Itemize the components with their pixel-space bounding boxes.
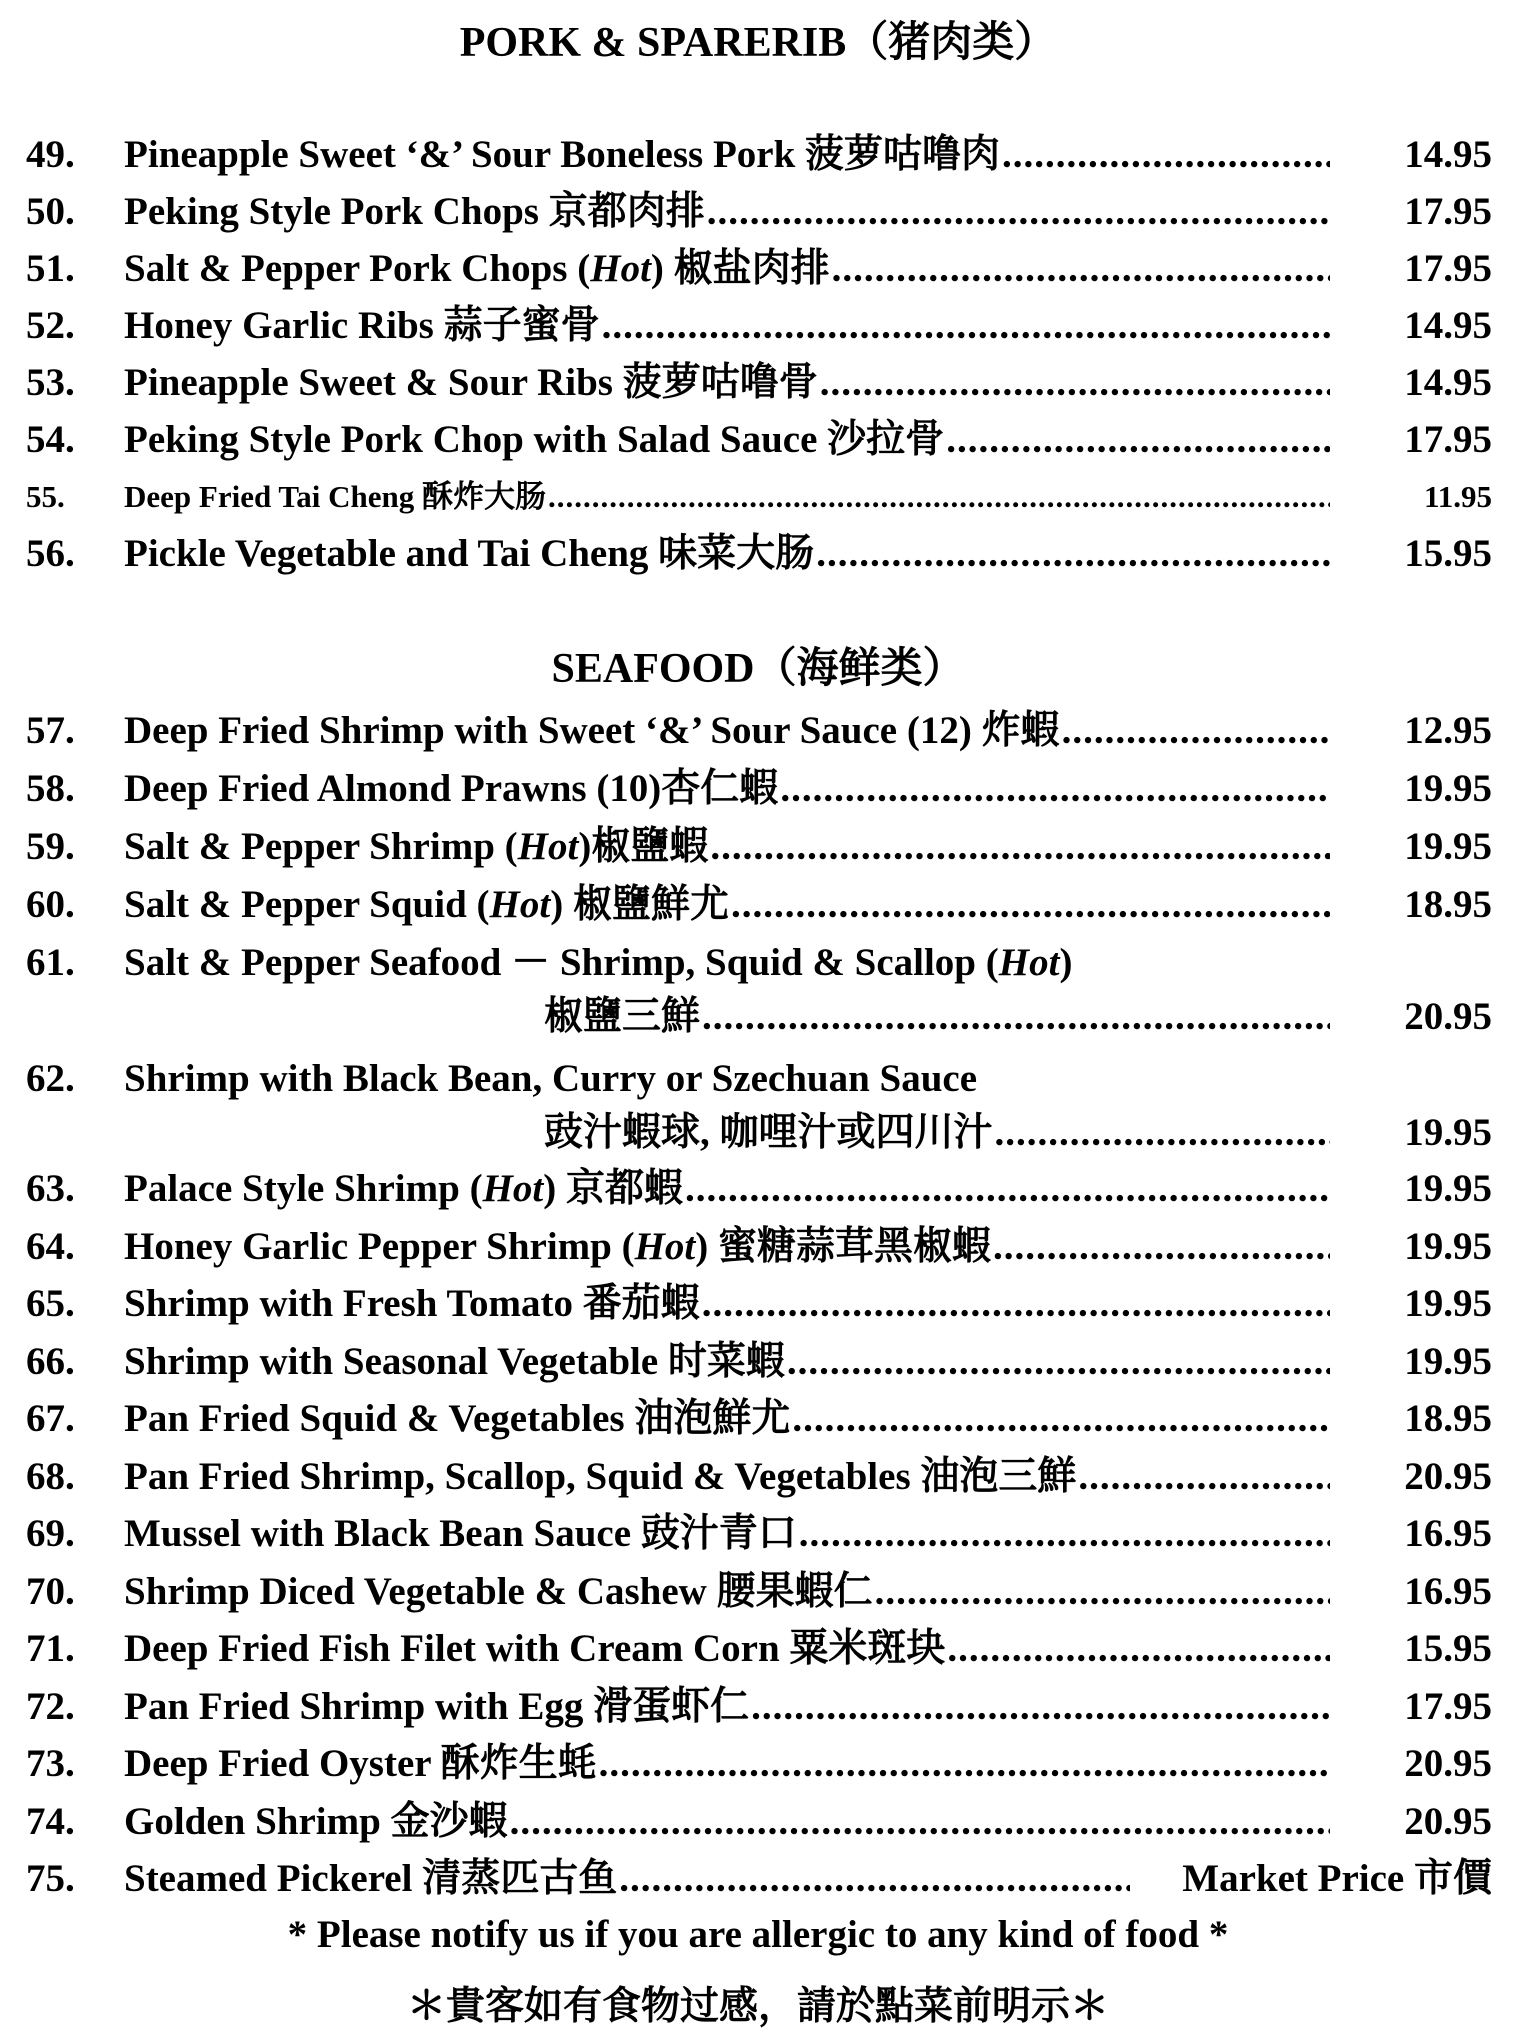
item-price: 19.95 [1404,1167,1492,1210]
item-price: 20.95 [1404,1742,1492,1785]
dot-leader [946,413,1330,467]
item-number: 60. [26,883,75,926]
menu-item-65 [0,1277,1516,1331]
dot-leader [816,527,1330,581]
item-number: 55. [26,479,65,514]
menu-item-49 [0,128,1516,182]
item-number: 72. [26,1685,75,1728]
item-number: 67. [26,1397,75,1440]
item-name: Peking Style Pork Chops 京都肉排 [124,190,705,233]
dot-leader [1062,704,1330,758]
item-name: Shrimp with Seasonal Vegetable 时菜蝦 [124,1340,785,1383]
item-number: 63. [26,1167,75,1210]
dot-leader [619,1852,1130,1906]
item-number: 50. [26,190,75,233]
item-name: Honey Garlic Ribs 蒜子蜜骨 [124,304,600,347]
menu-item-51 [0,242,1516,296]
item-number: 62. [26,1057,75,1100]
item-price: 19.95 [1404,767,1492,810]
item-price: 15.95 [1404,1627,1492,1670]
seafood-section-title: SEAFOOD（海鲜类） [551,646,965,692]
menu-item-75 [0,1852,1516,1906]
item-price: 17.95 [1404,1685,1492,1728]
item-name: Salt & Pepper Squid (Hot) 椒鹽鮮尤 [124,883,729,926]
item-number: 68. [26,1455,75,1498]
item-name: Salt & Pepper Pork Chops (Hot) 椒盐肉排 [124,247,830,290]
dot-leader [875,1565,1330,1619]
item-price: 20.95 [1404,995,1492,1038]
item-price: 11.95 [1423,479,1492,514]
menu-item-64 [0,1220,1516,1274]
item-name: Pickle Vegetable and Tai Cheng 味菜大肠 [124,532,815,575]
item-number: 49. [26,133,75,176]
item-price: 17.95 [1404,418,1492,461]
menu-item-58 [0,762,1516,816]
item-price: 19.95 [1404,1225,1492,1268]
dot-leader [947,1622,1330,1676]
dot-leader [820,356,1330,410]
menu-item-59 [0,820,1516,874]
item-price: 19.95 [1404,1282,1492,1325]
dot-leader [731,878,1330,932]
item-name: Pan Fried Shrimp with Egg 滑蛋虾仁 [124,1685,750,1728]
item-number: 65. [26,1282,75,1325]
item-name: Honey Garlic Pepper Shrimp (Hot) 蜜糖蒜茸黑椒蝦 [124,1225,992,1268]
item-name: Shrimp with Fresh Tomato 番茄蝦 [124,1282,700,1325]
menu-item-66 [0,1335,1516,1389]
item-price: 15.95 [1404,532,1492,575]
item-price: 14.95 [1404,304,1492,347]
item-number: 59. [26,825,75,868]
item-name: Shrimp Diced Vegetable & Cashew 腰果蝦仁 [124,1570,873,1613]
item-name: Deep Fried Oyster 酥炸生蚝 [124,1742,597,1785]
item-name: Steamed Pickerel 清蒸匹古鱼 [124,1857,618,1900]
menu-item-73 [0,1737,1516,1791]
dot-leader [792,1392,1330,1446]
item-number: 51. [26,247,75,290]
item-number: 69. [26,1512,75,1555]
item-name-chinese: 豉汁蝦球, 咖哩汁或四川汁 [544,1111,993,1154]
item-number: 66. [26,1340,75,1383]
menu-item-62 [0,1052,1516,1106]
menu-item-67 [0,1392,1516,1446]
item-price: 18.95 [1404,883,1492,926]
item-name: Deep Fried Almond Prawns (10)杏仁蝦 [124,767,779,810]
dot-leader [710,820,1330,874]
item-number: 74. [26,1800,75,1843]
item-price: 14.95 [1404,361,1492,404]
menu-item-60 [0,878,1516,932]
menu-item-54 [0,413,1516,467]
item-price: Market Price 市價 [1182,1857,1492,1900]
menu-item-52 [0,299,1516,353]
dot-leader [548,470,1330,524]
menu-item-63 [0,1162,1516,1216]
dot-leader [510,1795,1330,1849]
dot-leader [1002,128,1330,182]
dot-leader [751,1680,1330,1734]
item-price: 20.95 [1404,1800,1492,1843]
item-price: 19.95 [1404,1340,1492,1383]
allergy-note-english: * Please notify us if you are allergic to any kind of food * [287,1913,1229,1956]
item-name: Pan Fried Squid & Vegetables 油泡鮮尤 [124,1397,791,1440]
item-price: 19.95 [1404,1111,1492,1154]
dot-leader [995,1106,1330,1160]
menu-item-74 [0,1795,1516,1849]
menu-item-71 [0,1622,1516,1676]
menu-item-69 [0,1507,1516,1561]
dot-leader [702,1277,1330,1331]
item-price: 20.95 [1404,1455,1492,1498]
item-name: Palace Style Shrimp (Hot) 京都蝦 [124,1167,683,1210]
item-name: Salt & Pepper Seafood － Shrimp, Squid & Scallop (Hot) [124,941,1073,984]
allergy-note-chinese: ＊貴客如有食物过感，請於點菜前明示＊ [406,1985,1109,2028]
dot-leader [832,242,1330,296]
menu-item-61 [0,936,1516,990]
item-name: Deep Fried Shrimp with Sweet ‘&’ Sour Sauce (12) 炸蝦 [124,709,1060,752]
menu-item-53 [0,356,1516,410]
pork-section-title: PORK & SPARERIB（猪肉类） [459,20,1057,66]
menu-item-57 [0,704,1516,758]
item-price: 18.95 [1404,1397,1492,1440]
item-name: Mussel with Black Bean Sauce 豉汁青口 [124,1512,797,1555]
item-number: 54. [26,418,75,461]
menu-item-72 [0,1680,1516,1734]
dot-leader [780,762,1330,816]
item-name: Pineapple Sweet ‘&’ Sour Boneless Pork 菠萝咕噜肉 [124,133,1001,176]
menu-item-56 [0,527,1516,581]
dot-leader [602,299,1330,353]
item-name: Pineapple Sweet & Sour Ribs 菠萝咕噜骨 [124,361,818,404]
dot-leader [707,185,1330,239]
item-name: Salt & Pepper Shrimp (Hot)椒鹽蝦 [124,825,709,868]
item-name-chinese: 椒鹽三鮮 [544,995,701,1038]
item-number: 73. [26,1742,75,1785]
menu-item-62-continued [0,1106,1516,1160]
item-number: 64. [26,1225,75,1268]
item-number: 71. [26,1627,75,1670]
menu-item-70 [0,1565,1516,1619]
item-price: 17.95 [1404,190,1492,233]
dot-leader [702,990,1330,1044]
item-number: 52. [26,304,75,347]
item-number: 56. [26,532,75,575]
dot-leader [685,1162,1330,1216]
menu-item-61-continued [0,990,1516,1044]
item-name: Shrimp with Black Bean, Curry or Szechuan Sauce [124,1057,978,1100]
dot-leader [1078,1450,1330,1504]
item-price: 19.95 [1404,825,1492,868]
item-name: Deep Fried Fish Filet with Cream Corn 粟米斑块 [124,1627,946,1670]
item-price: 16.95 [1404,1512,1492,1555]
item-price: 16.95 [1404,1570,1492,1613]
item-name: Golden Shrimp 金沙蝦 [124,1800,508,1843]
dot-leader [799,1507,1330,1561]
dot-leader [599,1737,1330,1791]
dot-leader [993,1220,1330,1274]
item-number: 61. [26,941,75,984]
item-name: Pan Fried Shrimp, Scallop, Squid & Vegetables 油泡三鮮 [124,1455,1077,1498]
item-number: 75. [26,1857,75,1900]
item-number: 57. [26,709,75,752]
dot-leader [787,1335,1330,1389]
item-price: 14.95 [1404,133,1492,176]
menu-item-68 [0,1450,1516,1504]
menu-item-55 [0,470,1516,524]
item-name: Deep Fried Tai Cheng 酥炸大肠 [124,479,546,514]
item-number: 58. [26,767,75,810]
item-number: 70. [26,1570,75,1613]
item-price: 17.95 [1404,247,1492,290]
item-number: 53. [26,361,75,404]
item-name: Peking Style Pork Chop with Salad Sauce 沙拉骨 [124,418,945,461]
item-price: 12.95 [1404,709,1492,752]
menu-item-50 [0,185,1516,239]
